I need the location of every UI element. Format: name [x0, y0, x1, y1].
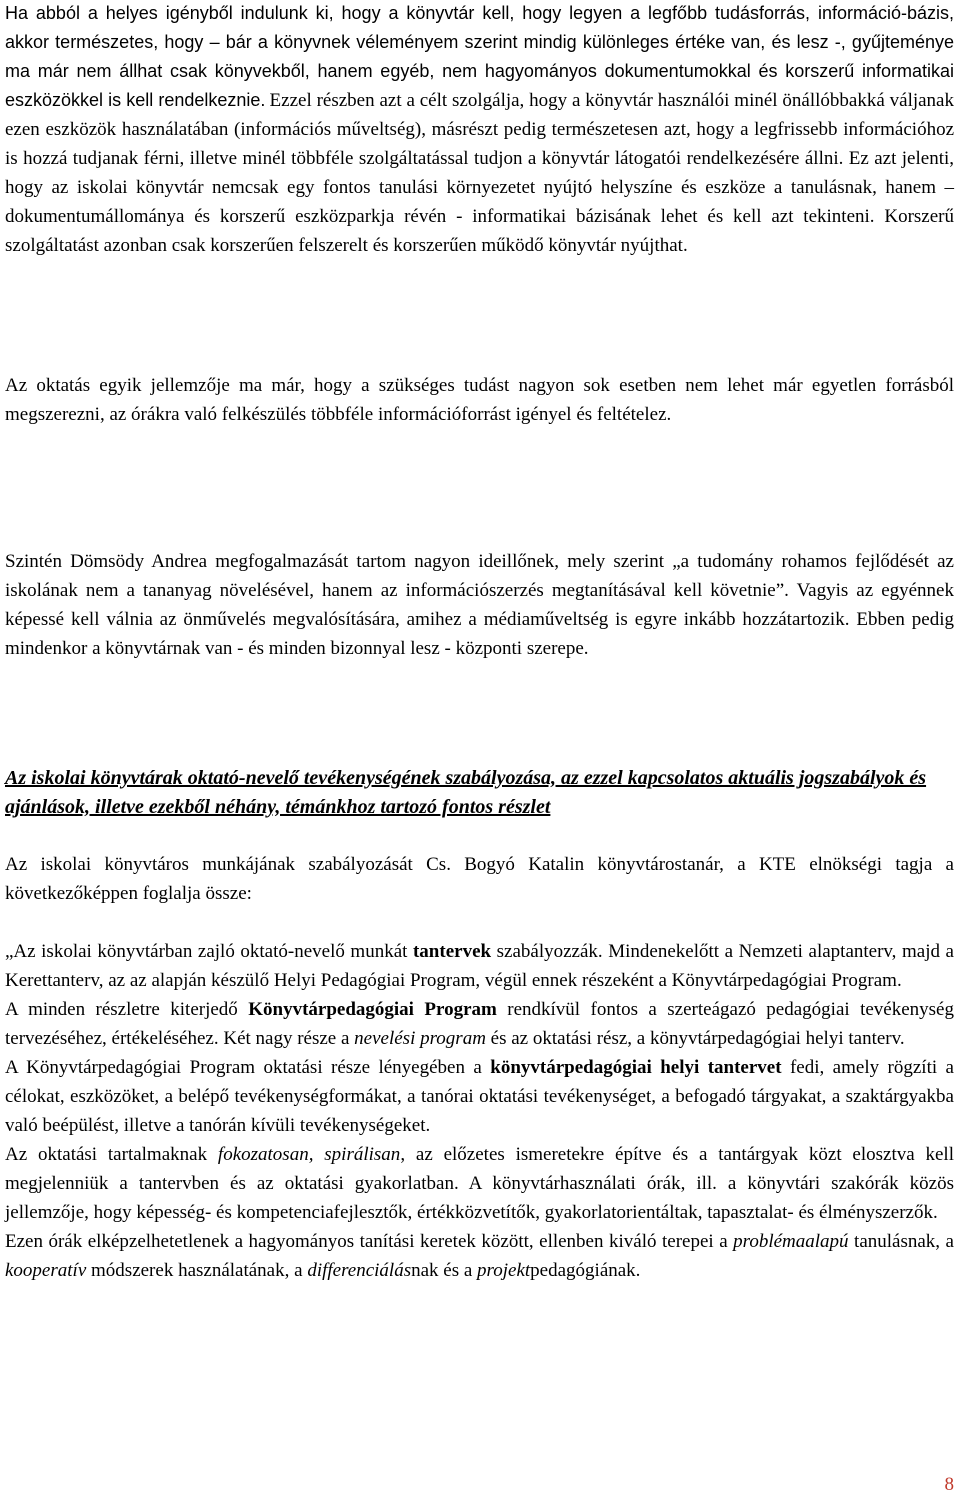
quote-5-italic-4: projekt — [477, 1260, 531, 1281]
quote-3-text: A Könyvtárpedagógiai Program oktatási része lényegében a — [5, 1057, 491, 1078]
section-heading: Az iskolai könyvtárak oktató-nevelő tevékenységének szabályozása, az ezzel kapcsolatos aktuális jogszabályok és ajánlások, illetve ezekből néhány, témánkhoz tartozó fontos részlet — [5, 767, 927, 818]
paragraph-4: Az iskolai könyvtáros munkájának szabályozását Cs. Bogyó Katalin könyvtárostanár, a KTE elnökségi tagja a következőképpen foglalja össze: — [5, 854, 954, 904]
quote-5-text-2: tanulásnak, a — [848, 1231, 954, 1252]
quote-2-text: A minden részletre kiterjedő — [5, 999, 249, 1020]
quote-block — [5, 937, 954, 1285]
quote-1-text-end: szabályozzák. Mindenekelőtt a Nemzeti alaptanterv, majd a Kerettanterv, az az alapján készülő Helyi Pedagógiai Program, végül ennek részeként a Könyvtárpedagógiai Program. — [5, 941, 954, 991]
paragraph-3: Szintén Dömsödy Andrea megfogalmazását tartom nagyon ideillőnek, mely szerint „a tudomány rohamos fejlődését az iskolának nem a tananyag növelésével, hanem az információszerzés megtanításával kell követnie”. Vagyis az egyénnek képessé kell válnia az önművelés megvalósítására, amihez a médiaműveltség is egyre inkább hozzátartozik. Ebben pedig mindenkor a könyvtárnak van - és minden bizonnyal lesz - központi szerepe. — [5, 551, 954, 659]
paragraph-1 — [5, 0, 954, 260]
quote-paragraph-4 — [5, 1140, 954, 1227]
quote-2-text-mid: rendkívül fontos a szerteágazó pedagógiai tevékenység tervezéséhez, értékeléséhez. Két nagy része a — [5, 999, 954, 1049]
quote-4-text: Az oktatási tartalmaknak — [5, 1144, 218, 1165]
quote-3-bold: könyvtárpedagógiai helyi tantervet — [490, 1057, 782, 1078]
page-number: 8 — [944, 1474, 954, 1495]
quote-5-text-4: nak és a — [411, 1260, 478, 1281]
quote-paragraph-5 — [5, 1227, 954, 1285]
quote-5-italic-1: problémaalapú — [733, 1231, 849, 1252]
quote-paragraph-1 — [5, 937, 954, 995]
paragraph-1-serif-text: Ezzel részben azt a célt szolgálja, hogy a könyvtár használói minél önállóbbakká váljanak ezen eszközök használatában (információs műveltség), másrészt pedig természetesen azt, hogy a legfrissebb információhoz is hozzá tudjanak férni, illetve minél többféle szolgáltatással tudjon a könyvtár látogatói rendelkezésére állni. Ez azt jelenti, hogy az iskolai könyvtár nemcsak egy fontos tanulási környezetet nyújtó helyszíne és eszköze a tanulásnak, hanem – dokumentumállománya és korszerű eszközparkja révén - informatikai bázisának lehet és kell azt tekinteni. Korszerű szolgáltatást azonban csak korszerűen felszerelt és korszerűen működő könyvtár nyújthat. — [5, 90, 954, 256]
paragraph-2: Az oktatás egyik jellemzője ma már, hogy a szükséges tudást nagyon sok esetben nem lehet már egyetlen forrásból megszerezni, az órákra való felkészülés többféle információforrást igényel és feltételez. — [5, 375, 954, 425]
quote-4-text-end: , az előzetes ismeretekre építve és a tantárgyak közt elosztva kell megjelenniük a tantervben és az oktatási gyakorlatban. A könyvtárhasználati órák, ill. a könyvtári szakórák közös jellemzője, hogy képesség- és kompetenciafejlesztők, értékközvetítők, gyakorlatorientáltak, tapasztalat- és élményszerzők. — [5, 1144, 954, 1223]
quote-2-italic: nevelési program — [354, 1028, 486, 1049]
quote-2-bold: Könyvtárpedagógiai Program — [248, 999, 497, 1020]
quote-3-text-end: fedi, amely rögzíti a célokat, eszközöket, a belépő tevékenységformákat, a tanórai oktatási tevékenységet, a befogadó tárgyakat, a szaktárgyakba való beépülést, illetve a tanórán kívüli tevékenységeket. — [5, 1057, 954, 1136]
paragraph-1-sans-text: Ha abból a helyes igényből indulunk ki, hogy a könyvtár kell, hogy legyen a legfőbb tudásforrás, információ-bázis, akkor természetes, hogy – bár a könyvnek véleményem szerint mindig különleges értéke van, és lesz -, gyűjteménye ma már nem állhat csak könyvekből, hanem egyéb, nem hagyományos dokumentumokkal és korszerű informatikai eszközökkel is kell rendelkeznie. — [5, 3, 954, 110]
quote-5-italic-3: differenciálás — [307, 1260, 412, 1281]
quote-paragraph-2 — [5, 995, 954, 1053]
quote-paragraph-3 — [5, 1053, 954, 1140]
quote-2-text-end: és az oktatási rész, a könyvtárpedagógiai helyi tanterv. — [485, 1028, 905, 1049]
quote-5-text: Ezen órák elképzelhetetlenek a hagyományos tanítási keretek között, ellenben kiváló terepei a — [5, 1231, 734, 1252]
quote-4-italic: fokozatosan, spirálisan — [217, 1144, 401, 1165]
quote-5-text-3: módszerek használatának, a — [86, 1260, 308, 1281]
quote-1-text: „Az iskolai könyvtárban zajló oktató-nevelő munkát — [5, 941, 413, 962]
quote-5-italic-2: kooperatív — [5, 1260, 87, 1281]
quote-5-text-end: pedagógiának. — [530, 1260, 641, 1281]
quote-1-bold: tantervek — [412, 941, 492, 962]
